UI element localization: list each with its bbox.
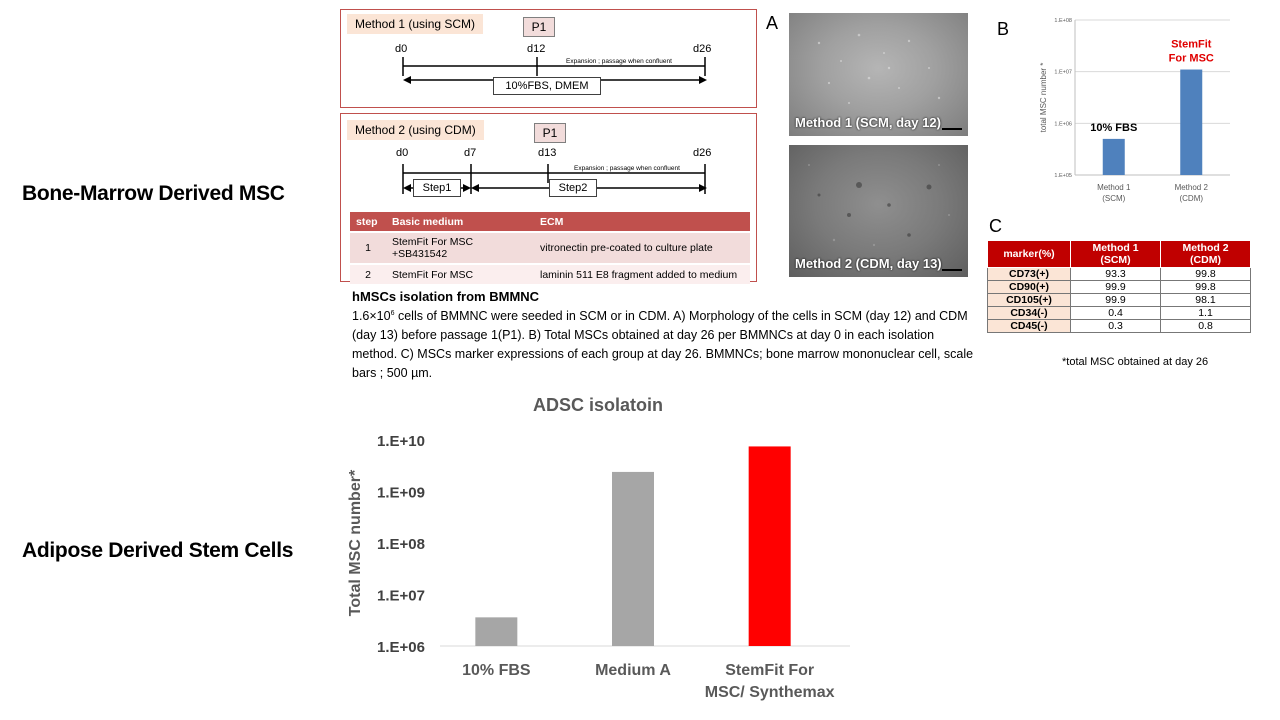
marker-name: CD34(-) xyxy=(988,307,1071,320)
bar xyxy=(1103,139,1125,175)
x-category-label xyxy=(462,662,531,679)
y-tick-label: 1.E+08 xyxy=(377,536,425,553)
x-category-label-line: Method 1 xyxy=(1097,183,1131,192)
y-tick-label: 1.E+06 xyxy=(1054,121,1072,128)
x-category-label-line: MSC/ Synthemax xyxy=(704,684,835,701)
x-category-label-line: (CDM) xyxy=(1179,194,1204,203)
method2-p1-marker: P1 xyxy=(534,123,566,143)
bar xyxy=(612,472,654,646)
method2-header: Method 2 (CDM) xyxy=(1161,241,1251,268)
caption-prefix: 1.6×10 xyxy=(352,309,391,324)
panel-b-letter: B xyxy=(997,19,1010,39)
steps-cell: 2 xyxy=(350,264,386,284)
method1-medium-label: 10%FBS, DMEM xyxy=(493,77,601,95)
x-category-label-line: 10% FBS xyxy=(462,662,531,679)
marker-value: 0.4 xyxy=(1071,307,1161,320)
figure-caption xyxy=(352,289,982,383)
y-axis-label: Total MSC number* xyxy=(347,469,364,617)
marker-value: 99.9 xyxy=(1071,281,1161,294)
y-tick-label: 1.E+10 xyxy=(377,433,425,450)
marker-value: 99.8 xyxy=(1161,281,1251,294)
bar-label-line: StemFit xyxy=(1171,38,1212,51)
x-category-label xyxy=(705,662,835,701)
x-category-label-line: Method 2 xyxy=(1174,183,1208,192)
panel-c-letter: C xyxy=(989,216,1002,236)
marker-value: 99.9 xyxy=(1071,294,1161,307)
marker-name: CD90(+) xyxy=(988,281,1071,294)
method1-photo-caption: Method 1 (SCM, day 12) xyxy=(795,115,941,130)
bar-label xyxy=(1169,39,1214,65)
marker-value: 0.8 xyxy=(1161,320,1251,333)
y-axis-label: total MSC number * xyxy=(1039,62,1048,133)
steps-cell: vitronectin pre-coated to culture plate xyxy=(534,232,750,264)
y-tick-label: 1.E+09 xyxy=(377,484,425,502)
method2-day-d7: d7 xyxy=(464,147,477,159)
steps-cell: StemFit For MSC xyxy=(386,264,534,284)
bar xyxy=(475,617,517,646)
caption-title: hMSCs isolation from BMMNC xyxy=(352,289,540,304)
method1-micrograph xyxy=(789,13,968,136)
steps-cell: laminin 511 E8 fragment added to medium xyxy=(534,264,750,284)
method2-photo-caption: Method 2 (CDM, day 13) xyxy=(795,256,942,271)
table-row xyxy=(988,294,1251,307)
method2-step1-label: Step1 xyxy=(413,179,461,197)
method1-day-d26: d26 xyxy=(693,43,712,55)
table-row xyxy=(988,320,1251,333)
steps-header-ecm: ECM xyxy=(534,212,750,232)
method2-steps-table xyxy=(350,212,750,284)
bar xyxy=(749,446,791,646)
method1-p1-marker: P1 xyxy=(523,17,555,37)
table-row xyxy=(988,281,1251,294)
marker-value: 1.1 xyxy=(1161,307,1251,320)
method2-day-d13: d13 xyxy=(538,147,557,159)
y-tick-label: 1.E+07 xyxy=(377,587,425,605)
scale-bar-1 xyxy=(942,128,962,130)
y-tick-label: 1.E+06 xyxy=(377,639,425,656)
method2-day-d0: d0 xyxy=(396,147,409,159)
method2-label: Method 2 (using CDM) xyxy=(347,120,484,140)
method1-day-d12: d12 xyxy=(527,43,546,55)
table-row xyxy=(350,264,750,284)
x-category-label xyxy=(595,662,671,679)
x-category-label xyxy=(1175,183,1209,203)
y-tick-label: 1.E+07 xyxy=(1054,69,1072,76)
table-row xyxy=(988,268,1251,281)
scale-bar-2 xyxy=(942,269,962,271)
bar-label-line: 10% FBS xyxy=(1090,121,1138,134)
section-title-bone-marrow: Bone-Marrow Derived MSC xyxy=(22,182,285,205)
y-tick-label: 1.E+05 xyxy=(1054,173,1072,179)
method2-micrograph xyxy=(789,145,968,277)
method2-expansion-note: Expansion ; passage when confluent xyxy=(574,165,680,172)
marker-value: 93.3 xyxy=(1071,268,1161,281)
steps-header-step: step xyxy=(350,212,386,232)
chart-title: ADSC isolatoin xyxy=(532,395,664,415)
marker-header: marker(%) xyxy=(988,241,1071,268)
caption-superscript: 6 xyxy=(390,310,395,317)
x-category-label-line: (SCM) xyxy=(1102,194,1126,203)
y-tick-label: 1.E+08 xyxy=(1054,18,1072,24)
section-title-adipose: Adipose Derived Stem Cells xyxy=(22,539,294,562)
x-category-label-line: StemFit For xyxy=(725,662,815,679)
table-row xyxy=(988,307,1251,320)
method1-box xyxy=(340,9,757,108)
panel-b-chart xyxy=(1030,10,1250,215)
method1-header: Method 1 (SCM) xyxy=(1071,241,1161,268)
caption-text: cells of BMMNC were seeded in SCM or in CDM. A) Morphology of the cells in SCM (day 12) and CDM (day 13) before passage 1(P1). B) Total MSCs obtained at day 26 per BMMNCs at day 0 in each isolation method. C) MSCs marker expressions of each group at day 26. BMMNCs; bone marrow mononuclear cell, scale bars ; 500 µm. xyxy=(352,309,974,381)
method2-step2-label: Step2 xyxy=(549,179,597,197)
bar-label-line: For MSC xyxy=(1168,52,1214,65)
table-row xyxy=(350,232,750,264)
panel-a-letter: A xyxy=(766,13,779,33)
steps-header-medium: Basic medium xyxy=(386,212,534,232)
method1-day-d0: d0 xyxy=(395,43,408,55)
method1-label: Method 1 (using SCM) xyxy=(347,14,483,34)
x-category-label xyxy=(1097,183,1131,203)
caption-body xyxy=(352,304,982,383)
x-category-label-line: Medium A xyxy=(595,662,671,679)
bar xyxy=(1180,70,1202,175)
marker-name: CD45(-) xyxy=(988,320,1071,333)
steps-cell: StemFit For MSC +SB431542 xyxy=(386,232,534,264)
marker-value: 99.8 xyxy=(1161,268,1251,281)
marker-value: 0.3 xyxy=(1071,320,1161,333)
marker-value: 98.1 xyxy=(1161,294,1251,307)
steps-cell: 1 xyxy=(350,232,386,264)
marker-name: CD73(+) xyxy=(988,268,1071,281)
method2-day-d26: d26 xyxy=(693,147,712,159)
marker-table xyxy=(987,240,1251,333)
method1-expansion-note: Expansion ; passage when confluent xyxy=(566,58,672,65)
marker-name: CD105(+) xyxy=(988,294,1071,307)
marker-footnote: *total MSC obtained at day 26 xyxy=(1062,356,1209,368)
method2-box xyxy=(340,113,757,282)
bar-label xyxy=(1090,122,1137,134)
adsc-chart xyxy=(330,385,890,715)
